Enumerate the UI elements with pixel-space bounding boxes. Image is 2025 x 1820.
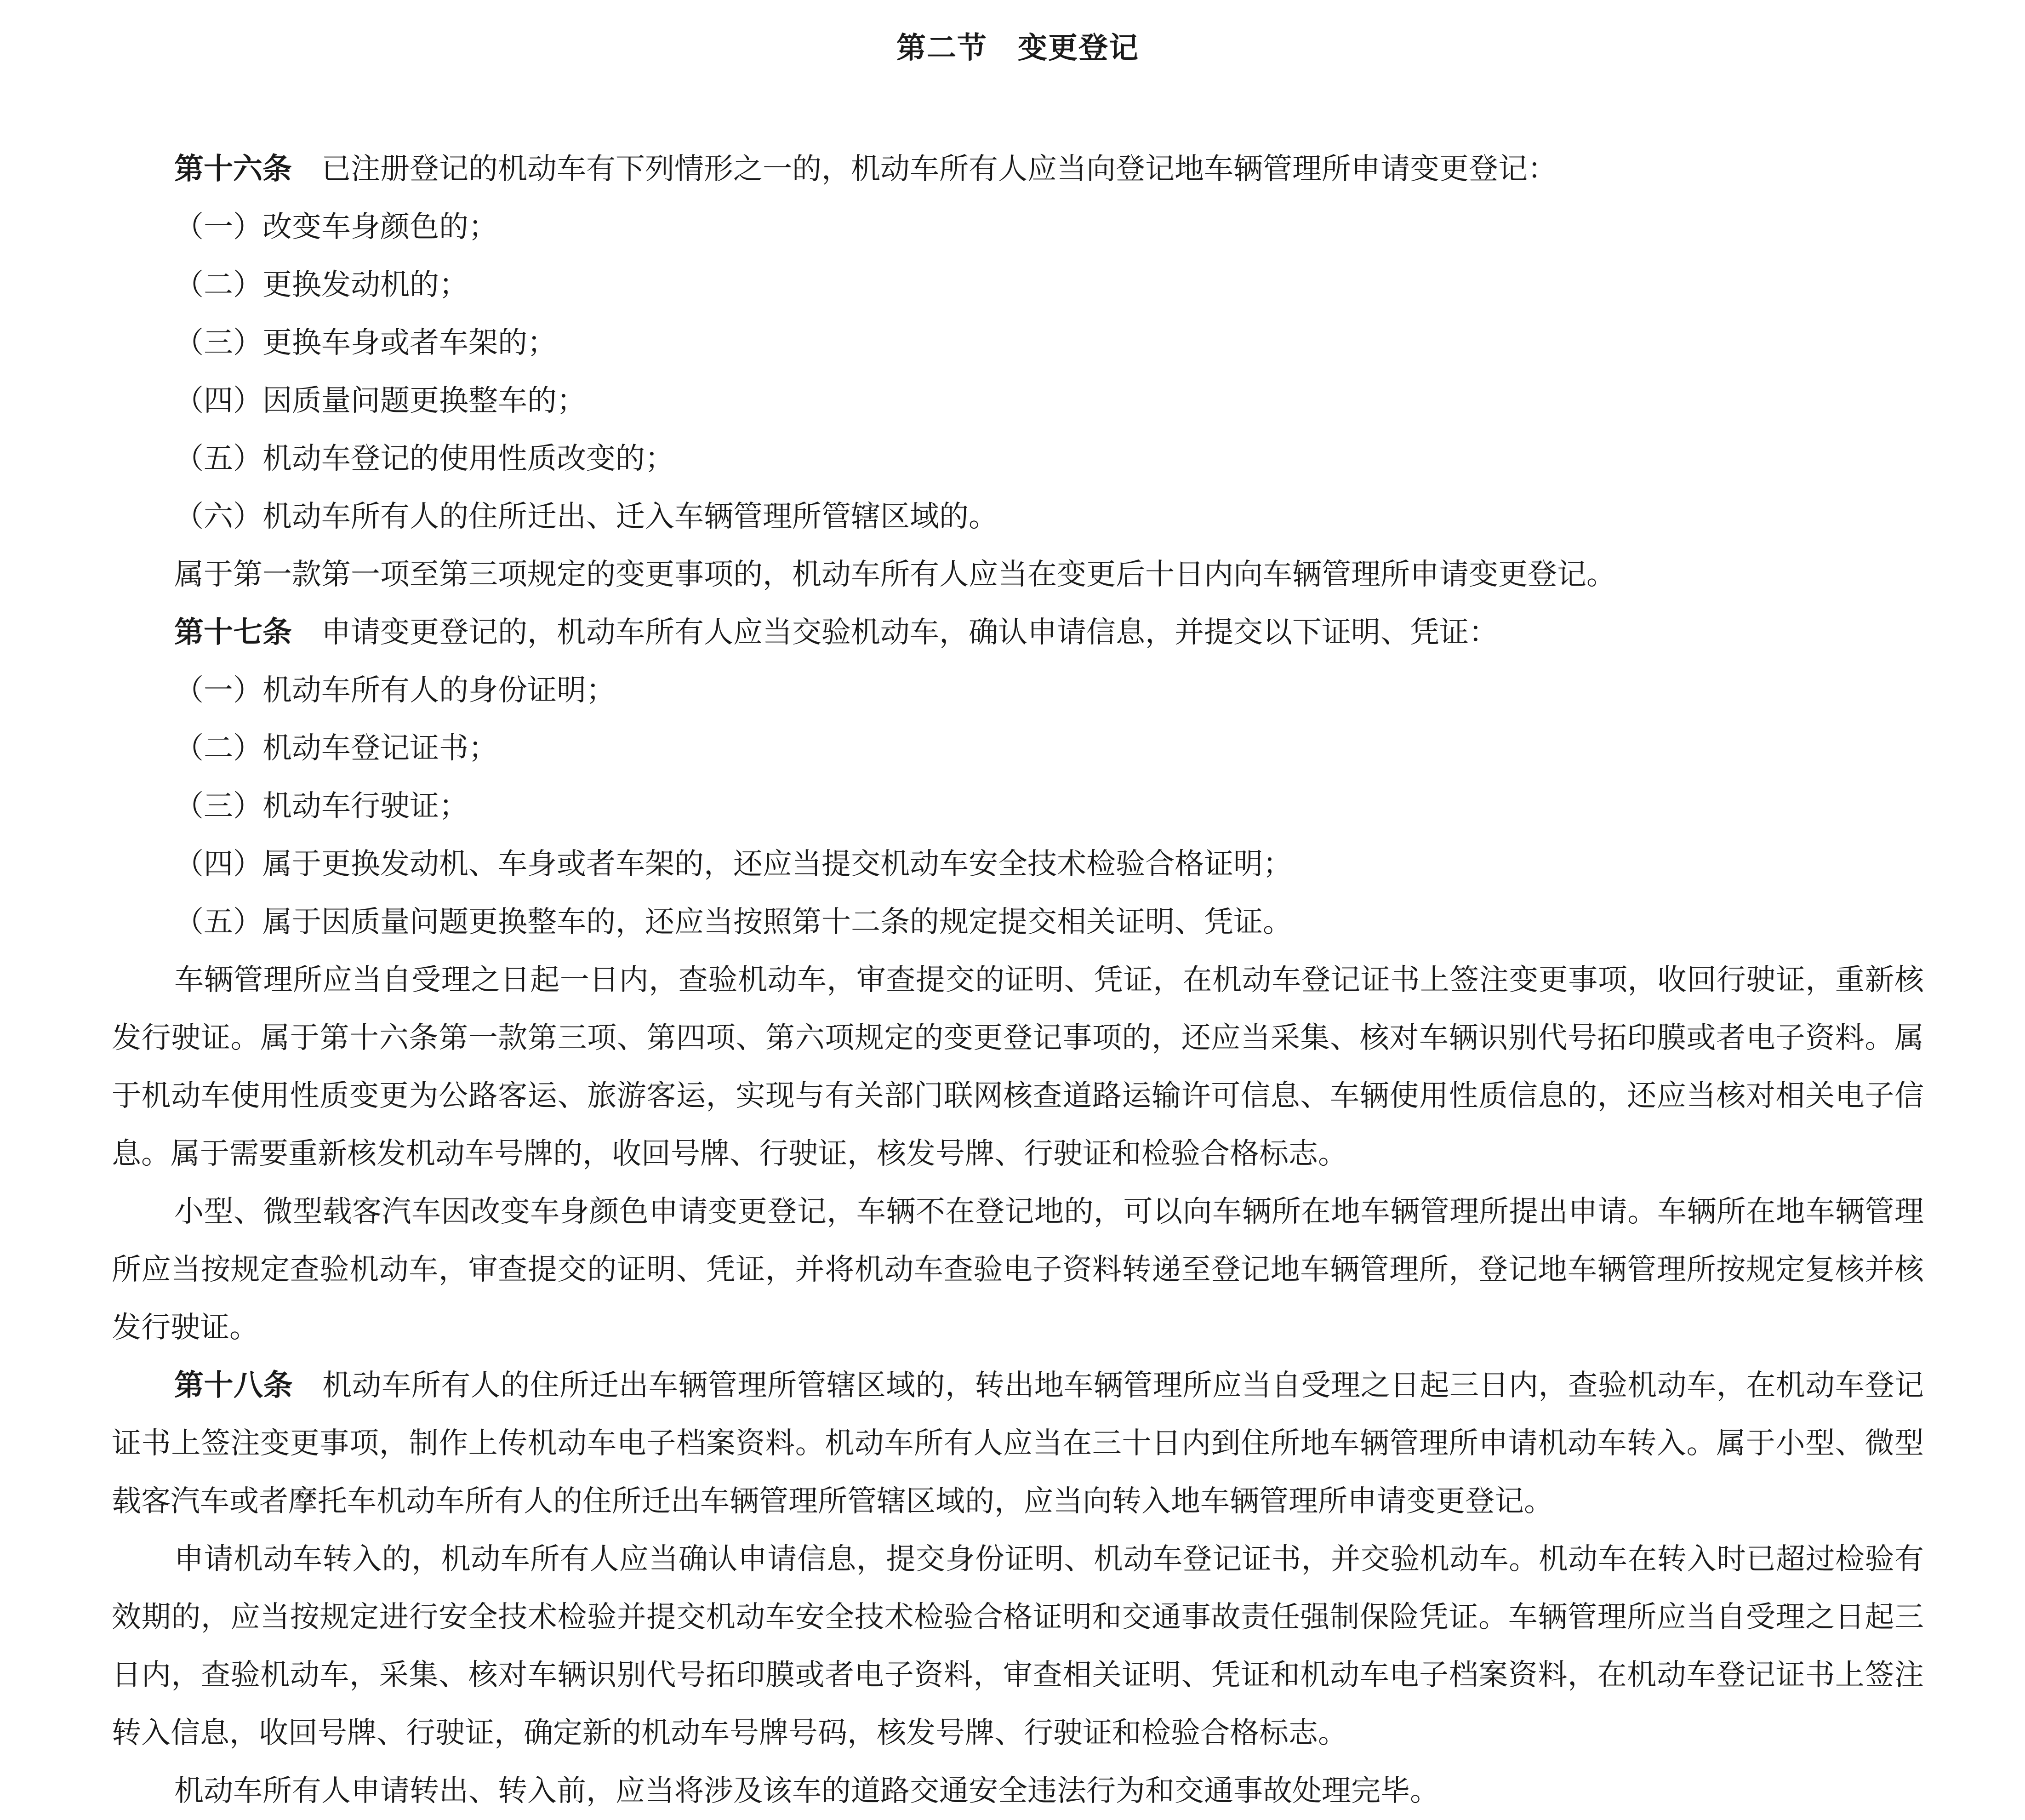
article-16-item-5: （五）机动车登记的使用性质改变的； [174,442,674,476]
article-17-item-5: （五）属于因质量问题更换整车的，还应当按照第十二条的规定提交相关证明、凭证。 [174,905,1292,939]
article-17-item-1: （一）机动车所有人的身份证明； [174,673,616,707]
section-title: 第二节 变更登记 [896,31,1139,65]
article-18-intro [112,1357,1924,1530]
article-16-item-6: （六）机动车所有人的住所迁出、迁入车辆管理所管辖区域的。 [174,500,998,534]
article-17-text: 申请变更登记的，机动车所有人应当交验机动车，确认申请信息，并提交以下证明、凭证： [321,616,1498,650]
article-17-item-4: （四）属于更换发动机、车身或者车架的，还应当提交机动车安全技术检验合格证明； [174,847,1292,881]
article-16-note: 属于第一款第一项至第三项规定的变更事项的，机动车所有人应当在变更后十日内向车辆管理所申请变更登记。 [174,558,1616,592]
article-16-item-3: （三）更换车身或者车架的； [174,326,557,360]
article-17-item-2: （二）机动车登记证书； [174,731,498,765]
article-17-intro [112,604,1924,662]
article-18-heading: 第十八条 [174,1368,293,1403]
article-18-paragraph-1: 申请机动车转入的，机动车所有人应当确认申请信息，提交身份证明、机动车登记证书，并交验机动车。机动车在转入时已超过检验有效期的，应当按规定进行安全技术检验并提交机动车安全技术检验合格证明和交通事故责任强制保险凭证。车辆管理所应当自受理之日起三日内，查验机动车，采集、核对车辆识别代号拓印膜或者电子资料，审查相关证明、凭证和机动车电子档案资料，在机动车登记证书上签注转入信息，收回号牌、行驶证，确定新的机动车号牌号码，核发号牌、行驶证和检验合格标志。 [112,1542,1924,1750]
article-17-item-3: （三）机动车行驶证； [174,789,468,823]
article-17-heading: 第十七条 [174,615,292,650]
article-16-heading: 第十六条 [174,152,292,186]
article-16-text: 已注册登记的机动车有下列情形之一的，机动车所有人应当向登记地车辆管理所申请变更登记： [321,152,1557,186]
article-18-paragraph-2: 机动车所有人申请转出、转入前，应当将涉及该车的道路交通安全违法行为和交通事故处理完毕。 [174,1774,1439,1808]
article-16-item-4: （四）因质量问题更换整车的； [174,384,586,418]
article-16-intro [112,140,1924,198]
article-16-item-1: （一）改变车身颜色的； [174,210,498,244]
article-18-text: 机动车所有人的住所迁出车辆管理所管辖区域的，转出地车辆管理所应当自受理之日起三日内，查验机动车，在机动车登记证书上签注变更事项，制作上传机动车电子档案资料。机动车所有人应当在三十日内到住所地车辆管理所申请机动车转入。属于小型、微型载客汽车或者摩托车机动车所有人的住所迁出车辆管理所管辖区域的，应当向转入地车辆管理所申请变更登记。 [112,1369,1924,1518]
article-17-paragraph-1: 车辆管理所应当自受理之日起一日内，查验机动车，审查提交的证明、凭证，在机动车登记证书上签注变更事项，收回行驶证，重新核发行驶证。属于第十六条第一款第三项、第四项、第六项规定的变更登记事项的，还应当采集、核对车辆识别代号拓印膜或者电子资料。属于机动车使用性质变更为公路客运、旅游客运，实现与有关部门联网核查道路运输许可信息、车辆使用性质信息的，还应当核对相关电子信息。属于需要重新核发机动车号牌的，收回号牌、行驶证，核发号牌、行驶证和检验合格标志。 [112,963,1924,1171]
article-17-paragraph-2: 小型、微型载客汽车因改变车身颜色申请变更登记，车辆不在登记地的，可以向车辆所在地车辆管理所提出申请。车辆所在地车辆管理所应当按规定查验机动车，审查提交的证明、凭证，并将机动车查验电子资料转递至登记地车辆管理所，登记地车辆管理所按规定复核并核发行驶证。 [112,1195,1924,1345]
article-16-item-2: （二）更换发动机的； [174,268,468,302]
